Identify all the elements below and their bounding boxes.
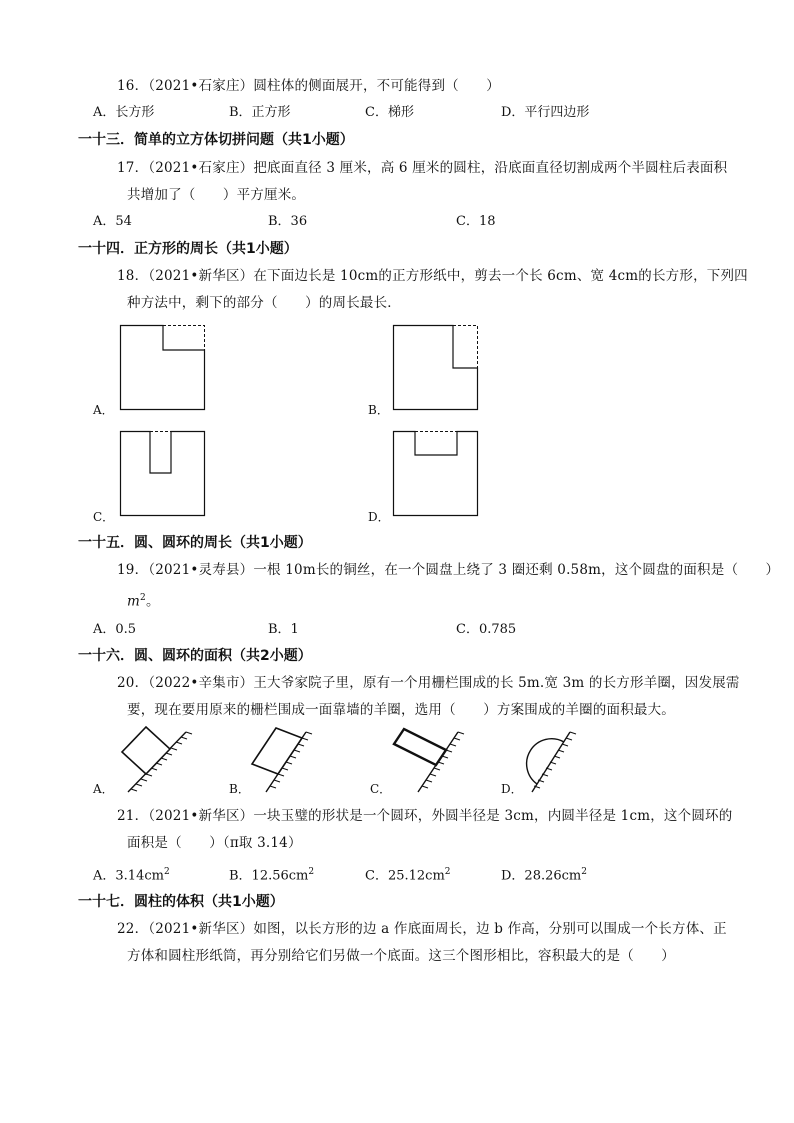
q21-line2: 面积是（ ）（π取 3.14） xyxy=(127,835,302,851)
q20-figure-c xyxy=(388,728,478,794)
section-heading-17: 一十七．圆柱的体积（共1小题） xyxy=(78,894,284,910)
q17-option-c: C．18 xyxy=(456,214,496,229)
q18-label-d: D． xyxy=(368,510,390,524)
q22-line2: 方体和圆柱形纸筒，再分别给它们另做一个底面。这三个图形相比，容积最大的是（ ） xyxy=(127,948,675,964)
q16-option-d: D．平行四边形 xyxy=(501,105,590,120)
q21-line1: 21．（2021•新华区）一块玉璧的形状是一个圆环，外圆半径是 3cm，内圆半径是 1cm，这个圆环的 xyxy=(117,808,733,824)
q18-figure-c xyxy=(120,431,210,517)
q18-label-a: A． xyxy=(93,403,114,417)
q18-figure-a xyxy=(120,325,210,411)
q20-figure-d xyxy=(520,728,610,794)
q18-line1: 18．（2021•新华区）在下面边长是 10cm的正方形纸中，剪去一个长 6cm、宽 4cm的长方形，下列四 xyxy=(117,268,748,284)
q20-figure-a xyxy=(110,728,200,794)
q21-option-b: B．$12.56cm^2$ xyxy=(229,867,315,884)
q16-option-a: A．长方形 xyxy=(93,105,155,120)
q17-line1: 17．（2021•石家庄）把底面直径 3 厘米，高 6 厘米的圆柱，沿底面直径切割成两个半圆柱后表面积 xyxy=(117,160,728,176)
q19-line2-end: 。 xyxy=(145,593,160,610)
q19-option-c: C．0.785 xyxy=(456,622,517,637)
q19-line1: 19．（2021•灵寿县）一根 10m长的铜丝，在一个圆盘上绕了 3 圈还剩 0.58m，这个圆盘的面积是（ ） xyxy=(117,562,780,578)
section-heading-15: 一十五．圆、圆环的周长（共1小题） xyxy=(78,535,312,551)
q16-text: 16．（2021•石家庄）圆柱体的侧面展开，不可能得到（ ） xyxy=(117,78,500,94)
q18-figure-d xyxy=(393,431,483,517)
q18-label-c: C． xyxy=(93,510,115,524)
q22-line1: 22．（2021•新华区）如图，以长方形的边 a 作底面周长，边 b 作高，分别可以围成一个长方体、正 xyxy=(117,921,727,937)
q18-figure-b xyxy=(393,325,483,411)
q18-line2: 种方法中，剩下的部分（ ）的周长最长． xyxy=(127,295,401,311)
section-heading-14: 一十四．正方形的周长（共1小题） xyxy=(78,241,298,257)
q16-option-b: B．正方形 xyxy=(229,105,291,120)
q17-option-a: A．54 xyxy=(93,214,132,229)
q17-option-b: B．36 xyxy=(268,214,308,229)
q16-option-c: C．梯形 xyxy=(365,105,414,120)
q19-unit-sup: 2 xyxy=(140,593,146,603)
q21-option-d: D．$28.26cm^2$ xyxy=(501,867,587,884)
q20-figure-b xyxy=(246,728,336,794)
q20-label-a: A． xyxy=(93,782,114,796)
q18-label-b: B． xyxy=(368,403,389,417)
q17-line2: 共增加了（ ）平方厘米。 xyxy=(127,187,306,203)
q19-line2 xyxy=(127,588,160,612)
section-heading-13: 一十三．简单的立方体切拼问题（共1小题） xyxy=(78,132,354,148)
q19-option-b: B．1 xyxy=(268,622,299,637)
q20-line2: 要，现在要用原来的栅栏围成一面靠墙的羊圈，选用（ ）方案围成的羊圈的面积最大。 xyxy=(127,702,675,718)
q21-option-a: A．$3.14cm^2$ xyxy=(93,867,170,884)
section-heading-16: 一十六．圆、圆环的面积（共2小题） xyxy=(78,648,312,664)
q21-option-c: C．$25.12cm^2$ xyxy=(365,867,451,884)
q19-unit: m xyxy=(127,593,141,610)
q20-label-c: C． xyxy=(370,782,392,796)
q20-line1: 20．（2022•辛集市）王大爷家院子里，原有一个用栅栏围成的长 5m.宽 3m 的长方形羊圈，因发展需 xyxy=(117,675,740,691)
q19-option-a: A．0.5 xyxy=(93,622,137,637)
q20-label-d: D． xyxy=(501,782,523,796)
q20-label-b: B． xyxy=(229,782,250,796)
